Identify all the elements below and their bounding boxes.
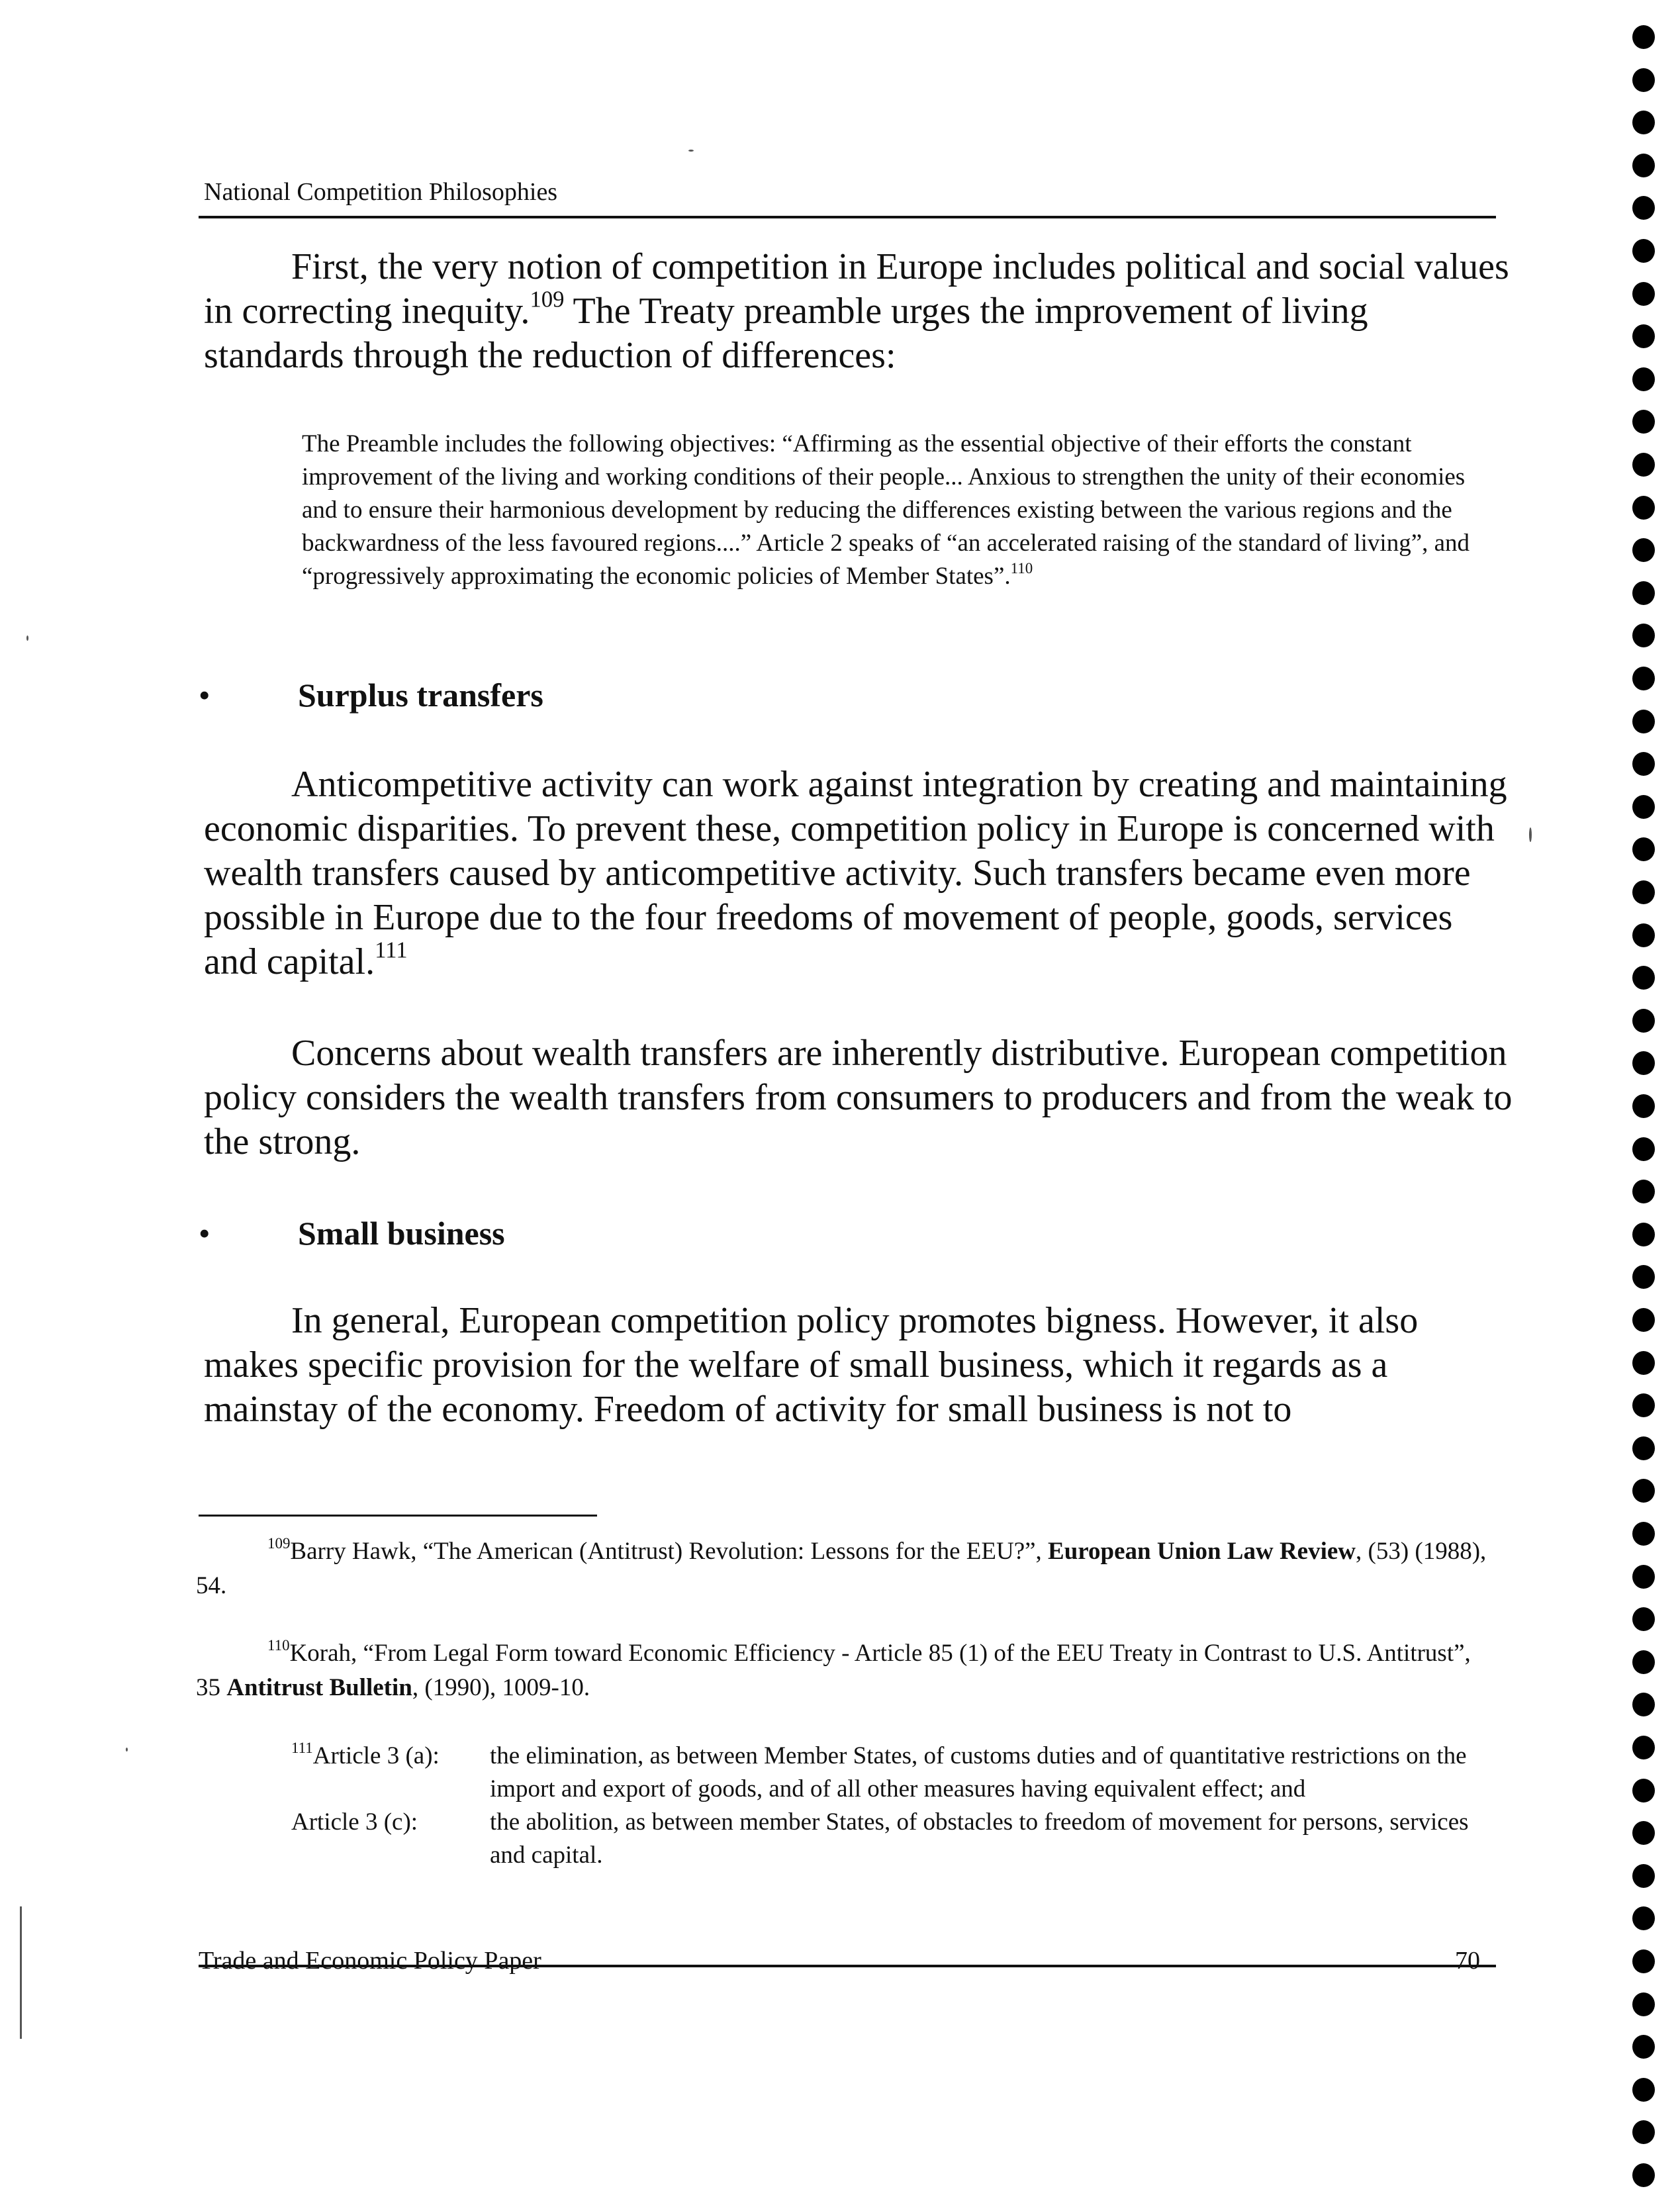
footnote-111 bbox=[291, 1740, 1496, 1872]
footnote-111-row-a bbox=[291, 1740, 1496, 1806]
footnote-111-text-a: the elimination, as between Member States, of customs duties and of quantitative restrictions on the import and export of goods, and of all other measures having equivalent effect; and bbox=[490, 1742, 1467, 1803]
footnote-text: Korah, “From Legal Form toward Economic Efficiency - Article 85 (1) of the EEU Treaty in Contrast to U.S. Antitrust”, 35 bbox=[196, 1640, 1471, 1701]
binding-hole bbox=[1632, 324, 1655, 348]
binding-hole bbox=[1632, 1607, 1655, 1631]
binding-hole bbox=[1632, 1779, 1655, 1803]
binding-hole bbox=[1632, 1992, 1655, 2016]
binding-hole bbox=[1632, 496, 1655, 520]
binding-hole bbox=[1632, 1949, 1655, 1973]
binding-hole bbox=[1632, 2163, 1655, 2187]
scan-speck bbox=[126, 1748, 128, 1752]
footnote-111-label-a bbox=[291, 1740, 490, 1773]
footnote-110 bbox=[196, 1636, 1493, 1705]
binding-hole bbox=[1632, 282, 1655, 306]
binding-hole bbox=[1632, 1009, 1655, 1033]
paragraph-2-text: Anticompetitive activity can work against integration by creating and maintaining economic disparities. To prevent these, competition policy in Europe is concerned with wealth transfers caused by anticompetitive activity. Such transfers became even more possible in Europe due to the four freedoms of movement of people, goods, services and capital. bbox=[204, 764, 1507, 982]
section-heading-small-business bbox=[199, 1213, 505, 1253]
binding-hole bbox=[1632, 1265, 1655, 1289]
footnote-111-label-c: Article 3 (c): bbox=[291, 1808, 418, 1836]
scan-speck bbox=[26, 635, 28, 641]
binding-hole bbox=[1632, 1180, 1655, 1203]
heading-text: Small business bbox=[298, 1215, 505, 1252]
binding-hole bbox=[1632, 196, 1655, 220]
binding-hole bbox=[1632, 1906, 1655, 1930]
paragraph-1-text-b: The Treaty preamble urges the improvement of living standards through the reduction of differences: bbox=[204, 291, 1368, 376]
binding-hole bbox=[1632, 581, 1655, 605]
paragraph-3-text: Concerns about wealth transfers are inherently distributive. European competition policy considers the wealth transfers from consumers to producers and from the weak to the strong. bbox=[204, 1033, 1513, 1162]
binding-hole bbox=[1632, 239, 1655, 263]
binding-hole bbox=[1632, 966, 1655, 990]
binding-hole bbox=[1632, 367, 1655, 391]
paragraph-4 bbox=[204, 1299, 1515, 1432]
bullet-icon: • bbox=[199, 677, 210, 714]
binding-hole bbox=[1632, 538, 1655, 562]
binding-hole bbox=[1632, 1864, 1655, 1888]
paragraph-2 bbox=[204, 763, 1515, 984]
binding-hole bbox=[1632, 710, 1655, 733]
heading-text: Surplus transfers bbox=[298, 677, 543, 714]
footnote-ref-110: 110 bbox=[1010, 559, 1033, 577]
footnote-journal: European Union Law Review bbox=[1048, 1538, 1356, 1565]
binding-hole bbox=[1632, 1479, 1655, 1503]
binding-hole bbox=[1632, 111, 1655, 134]
binding-hole bbox=[1632, 1393, 1655, 1417]
paragraph-4-text: In general, European competition policy promotes bigness. However, it also makes specific provision for the welfare of small business, which it regards as a mainstay of the economy. Freedom of activity for small business is not to bbox=[204, 1300, 1419, 1430]
binding-hole bbox=[1632, 453, 1655, 477]
binding-hole bbox=[1632, 2035, 1655, 2059]
footnote-number: 111 bbox=[291, 1739, 313, 1756]
binding-hole bbox=[1632, 837, 1655, 861]
paragraph-3 bbox=[204, 1031, 1515, 1164]
binding-hole bbox=[1632, 1693, 1655, 1716]
binding-hole bbox=[1632, 1351, 1655, 1375]
footnote-111-text-c: the abolition, as between member States, of obstacles to freedom of movement for persons, services and capital. bbox=[490, 1808, 1469, 1869]
footnote-ref-109: 109 bbox=[530, 286, 565, 312]
paragraph-1 bbox=[204, 245, 1515, 378]
section-heading-surplus-transfers bbox=[199, 675, 543, 715]
binding-hole bbox=[1632, 1821, 1655, 1845]
binding-hole bbox=[1632, 1223, 1655, 1246]
binding-hole bbox=[1632, 624, 1655, 647]
footer-series-title: Trade and Economic Policy Paper bbox=[199, 1947, 541, 1975]
binding-hole bbox=[1632, 1565, 1655, 1589]
binding-hole bbox=[1632, 1137, 1655, 1161]
scan-speck bbox=[688, 150, 694, 152]
footnote-number: 109 bbox=[267, 1534, 291, 1552]
binding-hole bbox=[1632, 2078, 1655, 2102]
binding-hole bbox=[1632, 880, 1655, 904]
binding-hole bbox=[1632, 795, 1655, 819]
binding-hole bbox=[1632, 1650, 1655, 1674]
block-quote bbox=[302, 428, 1487, 593]
block-quote-text: The Preamble includes the following objectives: “Affirming as the essential objective of their efforts the constant improvement of the living and working conditions of their people... Anxious to strengthen the unity of their economies and to ensure their harmonious development by reducing the differences existing between the various regions and the backwardness of the less favoured regions....” Article 2 speaks of “an accelerated raising of the standard of living”, and “progressively approximating the economic policies of Member States”. bbox=[302, 430, 1470, 590]
footnote-citation: , (53) (1988), 54. bbox=[196, 1538, 1487, 1599]
binding-hole bbox=[1632, 1436, 1655, 1460]
footnote-ref-111: 111 bbox=[375, 937, 408, 963]
binding-hole bbox=[1632, 410, 1655, 434]
binding-hole bbox=[1632, 1736, 1655, 1759]
binding-hole bbox=[1632, 1308, 1655, 1332]
binding-hole bbox=[1632, 667, 1655, 690]
footnote-separator bbox=[199, 1515, 597, 1517]
binding-hole bbox=[1632, 923, 1655, 947]
binding-hole bbox=[1632, 154, 1655, 177]
paragraph-1-text-a: First, the very notion of competition in Europe includes political and social values in correcting inequity. bbox=[204, 246, 1509, 332]
bullet-icon: • bbox=[199, 1215, 210, 1252]
binding-hole bbox=[1632, 752, 1655, 776]
footnote-text: Barry Hawk, “The American (Antitrust) Revolution: Lessons for the EEU?”, bbox=[290, 1538, 1049, 1565]
binding-hole bbox=[1632, 1051, 1655, 1075]
footnote-109 bbox=[196, 1534, 1493, 1603]
footnote-citation: , (1990), 1009-10. bbox=[412, 1674, 590, 1701]
header-rule bbox=[199, 216, 1496, 218]
binding-hole bbox=[1632, 25, 1655, 49]
binding-hole bbox=[1632, 1522, 1655, 1546]
scan-speck bbox=[20, 1906, 22, 2039]
footnote-111-row-c bbox=[291, 1806, 1496, 1872]
spiral-binding-holes bbox=[1632, 25, 1656, 2190]
running-head: National Competition Philosophies bbox=[204, 178, 558, 206]
scan-speck bbox=[1529, 827, 1532, 842]
binding-hole bbox=[1632, 1094, 1655, 1118]
footnote-number: 110 bbox=[267, 1636, 290, 1654]
binding-hole bbox=[1632, 2120, 1655, 2144]
binding-hole bbox=[1632, 68, 1655, 92]
article-label: Article 3 (a): bbox=[312, 1742, 440, 1769]
page-number: 70 bbox=[1455, 1947, 1480, 1975]
footnote-journal: Antitrust Bulletin bbox=[226, 1674, 412, 1701]
